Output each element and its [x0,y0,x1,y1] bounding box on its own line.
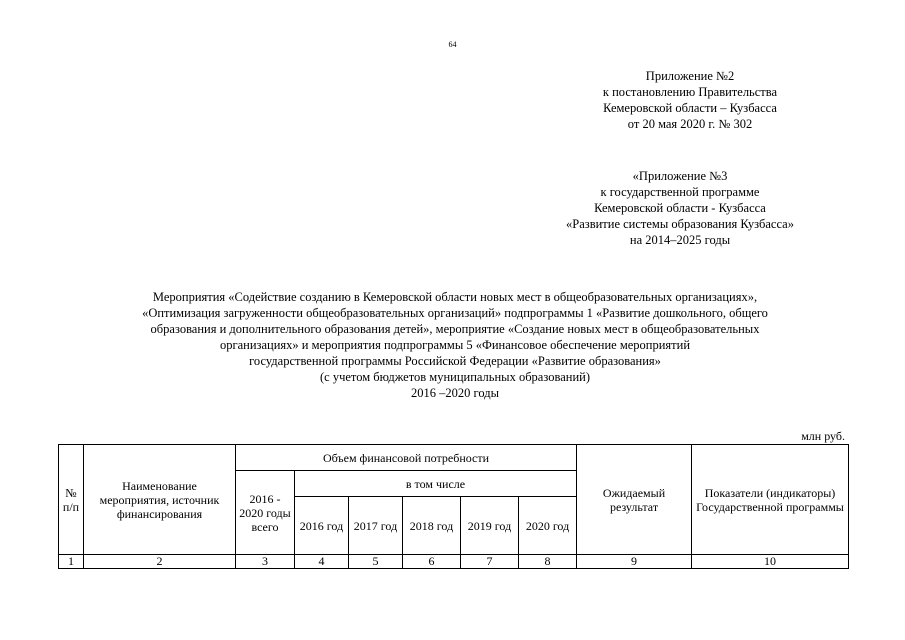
title-line: государственной программы Российской Федерации «Развитие образования» [249,354,661,368]
column-number: 7 [461,555,519,569]
header-including: в том числе [295,471,577,497]
column-number-row [59,555,849,569]
column-number: 1 [59,555,84,569]
unit-label: млн руб. [801,429,845,443]
column-number: 5 [349,555,403,569]
header-year: 2017 год [349,497,403,555]
appendix-line: Кемеровской области - Кузбасса [594,201,766,215]
header-no: № п/п [59,445,84,555]
financing-table [58,444,849,569]
title-line: 2016 –2020 годы [411,386,499,400]
column-number: 8 [519,555,577,569]
appendix-line: Приложение №2 [645,69,735,83]
header-result: Ожидаемый результат [577,445,692,555]
page-number: 64 [448,40,457,49]
appendix-line: «Приложение №3 [632,169,728,183]
header-total: 2016 - 2020 годы всего [236,471,295,555]
header-indicators: Показатели (индикаторы) Государственной программы [692,445,849,555]
appendix-line: «Развитие системы образования Кузбасса» [566,217,794,231]
header-year: 2018 год [403,497,461,555]
appendix-line: к государственной программе [600,185,760,199]
appendix-line: на 2014–2025 годы [629,233,731,247]
title-line: Мероприятия «Содействие созданию в Кемеровской области новых мест в общеобразовательных организациях», [152,290,758,304]
header-year: 2019 год [461,497,519,555]
title-line: (с учетом бюджетов муниципальных образований) [320,370,590,384]
header-volume: Объем финансовой потребности [236,445,577,471]
column-number: 10 [692,555,849,569]
title-line: организациях» и мероприятия подпрограммы 5 «Финансовое обеспечение мероприятий [219,338,691,352]
header-name: Наименование мероприятия, источник финансирования [84,445,236,555]
appendix-line: Кемеровской области – Кузбасса [603,101,777,115]
appendix-2-header [560,68,820,132]
appendix-line: от 20 мая 2020 г. № 302 [627,117,753,131]
column-number: 6 [403,555,461,569]
title-line: образования и дополнительного образования детей», мероприятие «Создание новых мест в общеобразовательных [150,322,760,336]
appendix-3-header [520,168,840,248]
header-year: 2020 год [519,497,577,555]
document-title [50,289,860,401]
appendix-line: к постановлению Правительства [602,85,778,99]
title-line: «Оптимизация загруженности общеобразовательных организаций» подпрограммы 1 «Развитие дошкольного, общего [142,306,768,320]
column-number: 4 [295,555,349,569]
header-year: 2016 год [295,497,349,555]
column-number: 9 [577,555,692,569]
column-number: 3 [236,555,295,569]
column-number: 2 [84,555,236,569]
